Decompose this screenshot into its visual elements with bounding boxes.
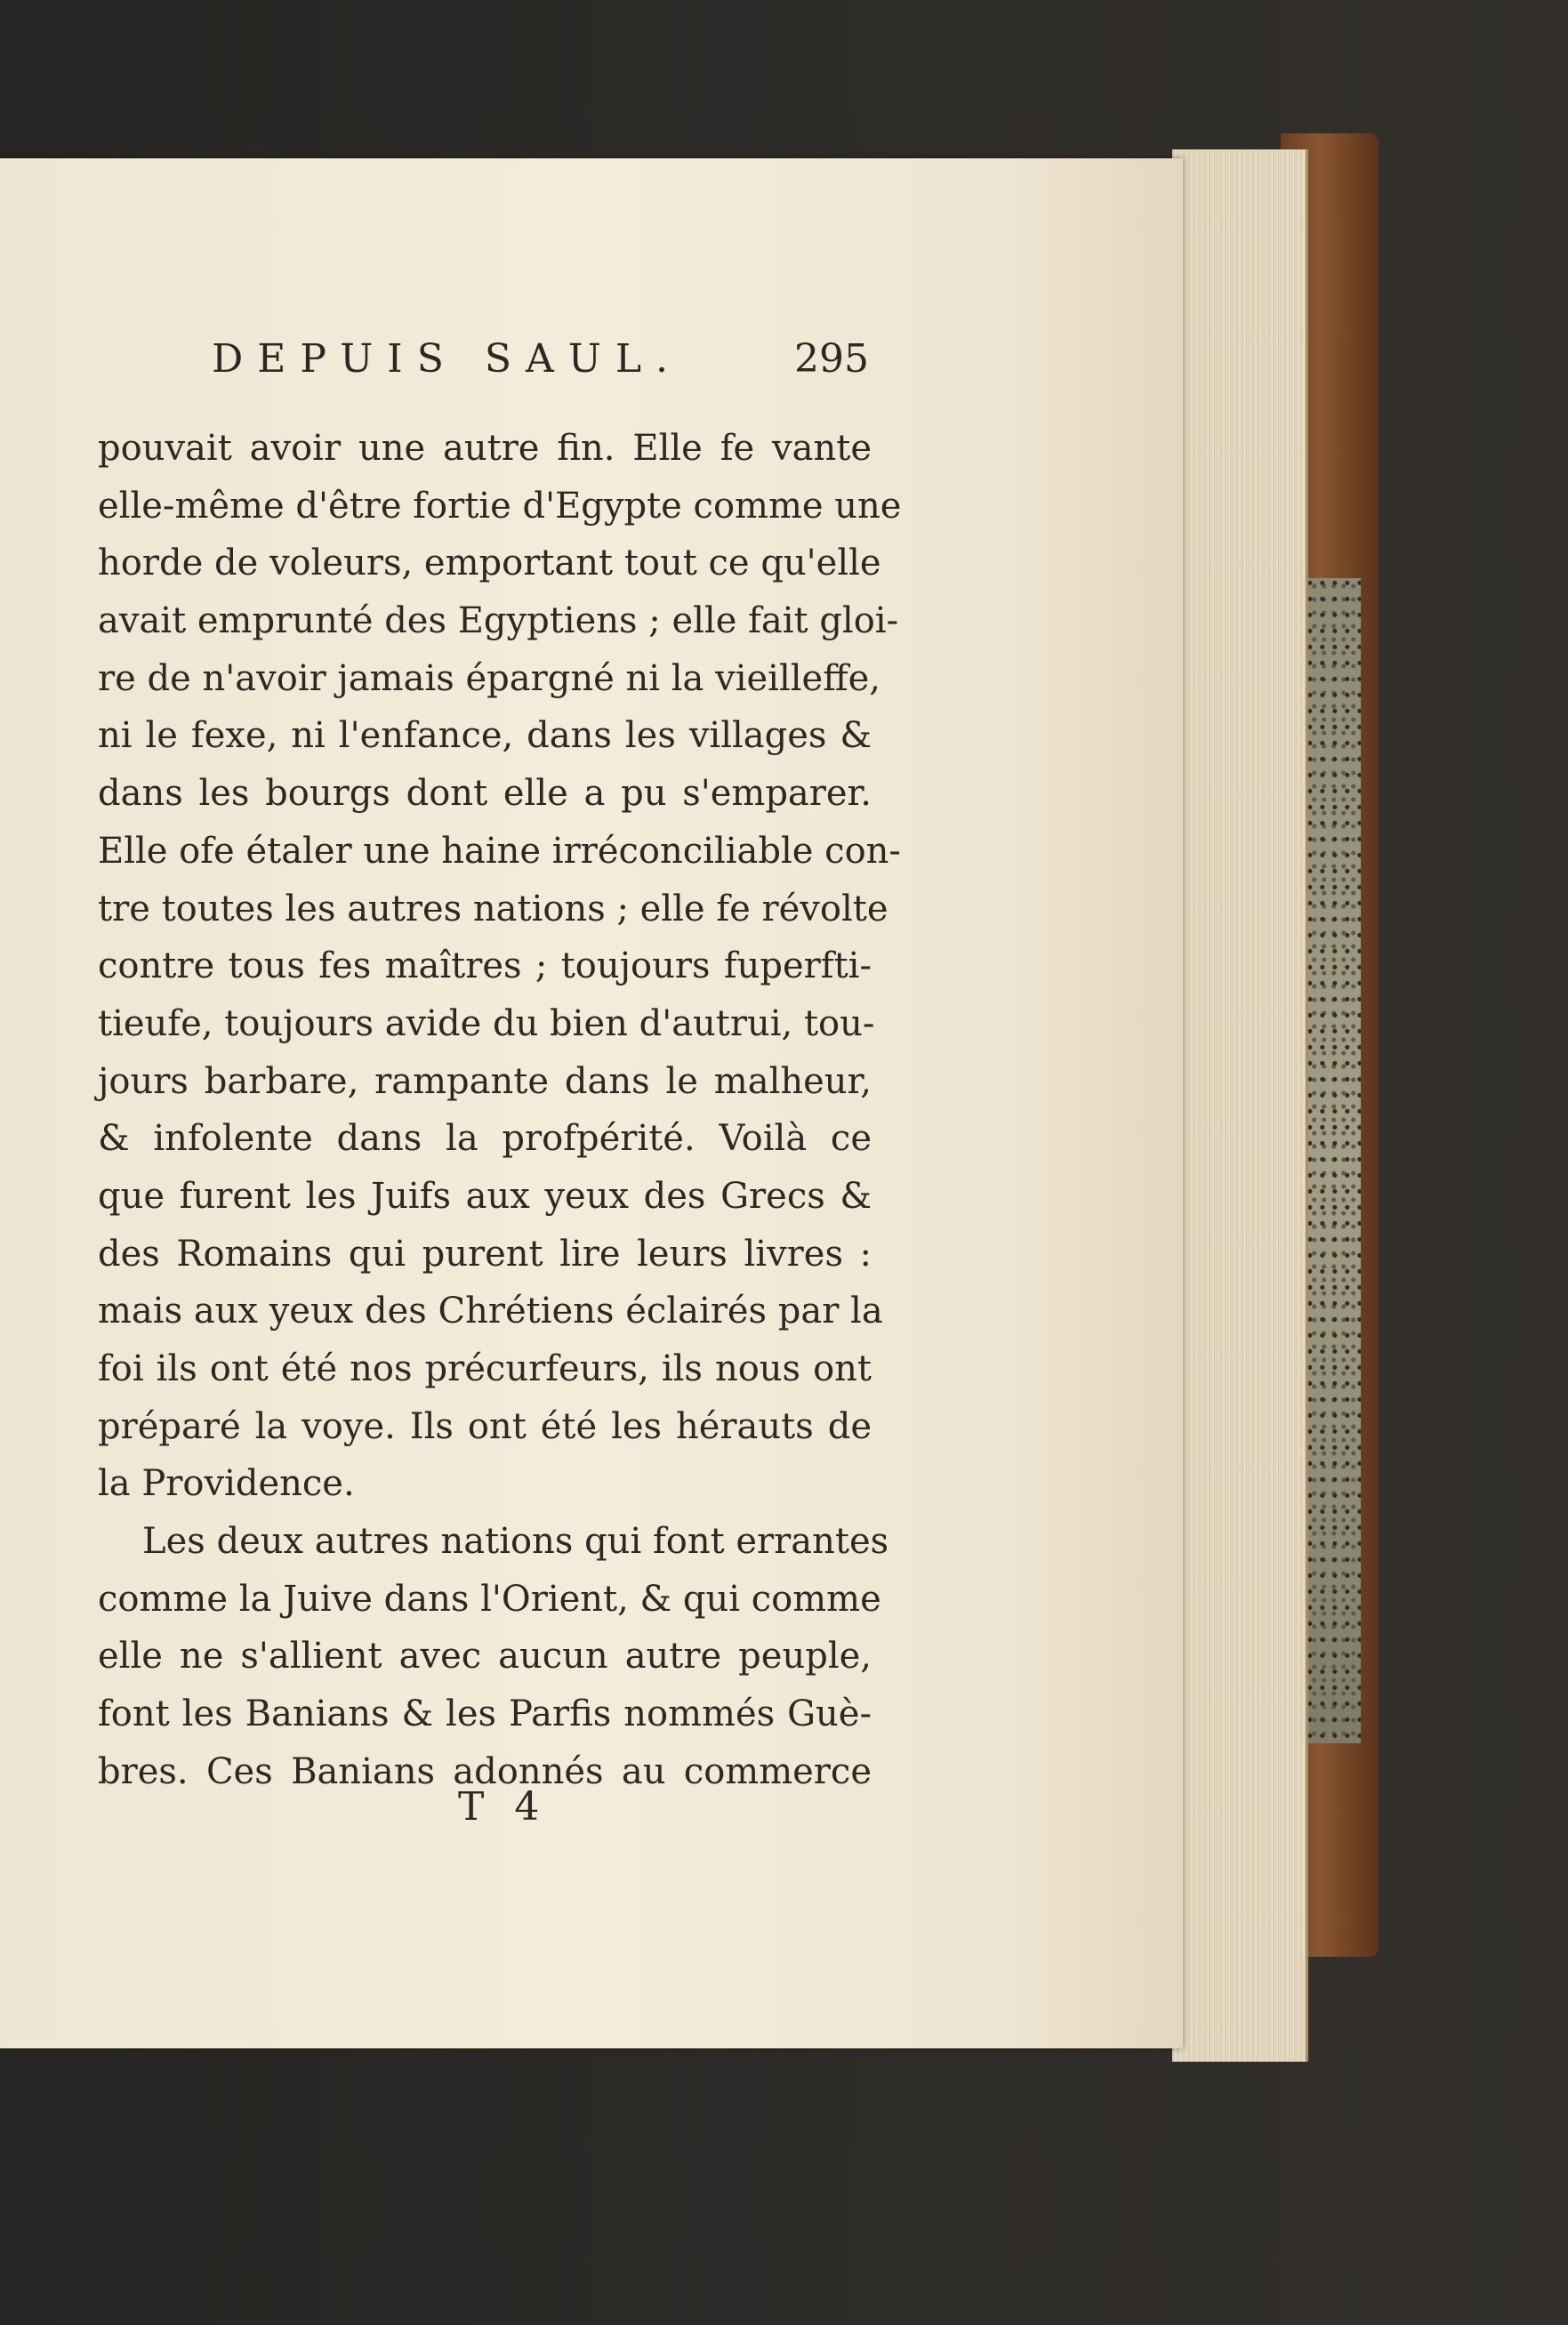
- text-line: tre toutes les autres nations ; elle fe révolte: [98, 888, 889, 929]
- text-line: la Providence.: [98, 1463, 355, 1505]
- page-header: [0, 336, 1183, 398]
- text-line: Elle ofe étaler une haine irréconciliable con-: [98, 830, 901, 872]
- text-line: & infolente dans la profpérité. Voilà ce: [98, 1118, 872, 1160]
- marbled-cover: [1307, 578, 1361, 1743]
- text-line: tieufe, toujours avide du bien d'autrui, tou-: [98, 1002, 875, 1044]
- text-line: contre tous fes maîtres ; toujours fuperfti-: [98, 945, 872, 987]
- text-line: font les Banians & les Parfis nommés Guè-: [98, 1693, 872, 1735]
- page-edges: [1172, 149, 1308, 2062]
- text-line: foi ils ont été nos précurfeurs, ils nous ont: [98, 1348, 872, 1389]
- text-line: que furent les Juifs aux yeux des Grecs &: [98, 1175, 872, 1217]
- text-line: pouvait avoir une autre fin. Elle fe vante: [98, 428, 872, 469]
- running-title: DEPUIS SAUL.: [212, 336, 683, 382]
- body-text: [98, 420, 902, 1801]
- text-line: jours barbare, rampante dans le malheur,: [98, 1060, 872, 1102]
- text-line: des Romains qui purent lire leurs livres :: [98, 1233, 872, 1275]
- text-line: horde de voleurs, emportant tout ce qu'elle: [98, 543, 881, 584]
- page-number: 295: [794, 336, 869, 382]
- text-line: dans les bourgs dont elle a pu s'emparer.: [98, 773, 872, 815]
- text-line: bres. Ces Banians adonnés au commerce: [98, 1750, 872, 1792]
- text-line: elle-même d'être fortie d'Egypte comme une: [98, 485, 902, 527]
- text-line: Les deux autres nations qui font errantes: [142, 1521, 889, 1563]
- text-line: avait emprunté des Egyptiens ; elle fait gloi-: [98, 600, 899, 642]
- text-line: comme la Juive dans l'Orient, & qui comme: [98, 1578, 881, 1620]
- text-line: ni le fexe, ni l'enfance, dans les villages &: [98, 715, 872, 757]
- text-line: préparé la voye. Ils ont été les hérauts de: [98, 1405, 872, 1447]
- signature-mark: T 4: [458, 1784, 549, 1830]
- text-line: re de n'avoir jamais épargné ni la vieilleffe,: [98, 657, 881, 699]
- text-line: elle ne s'allient avec aucun autre peuple,: [98, 1636, 872, 1677]
- text-line: mais aux yeux des Chrétiens éclairés par la: [98, 1291, 883, 1332]
